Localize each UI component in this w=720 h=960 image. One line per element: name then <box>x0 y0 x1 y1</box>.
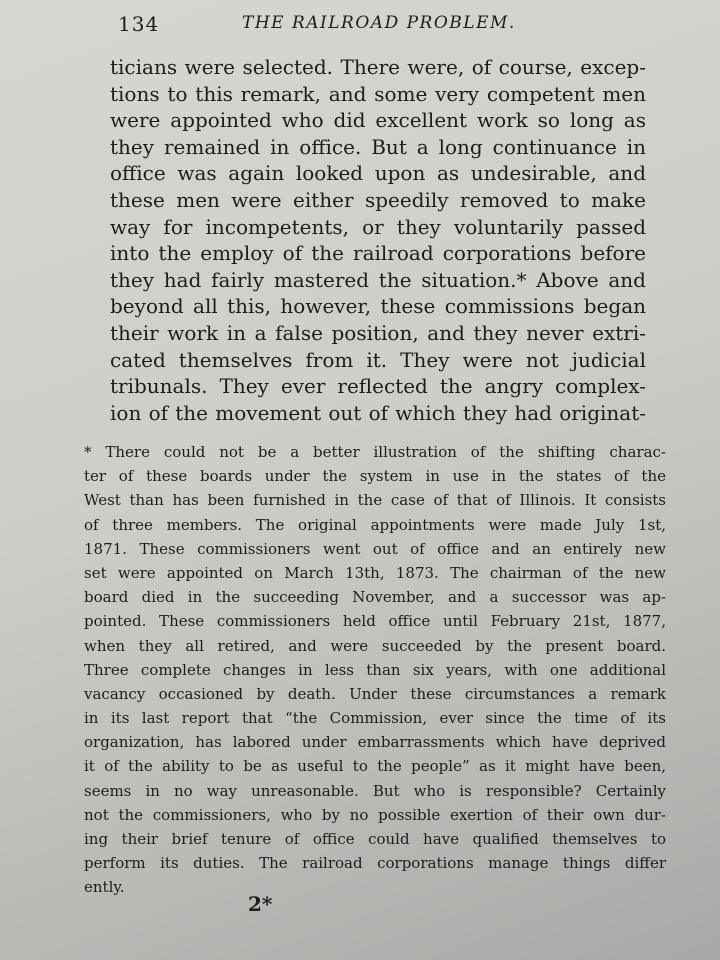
body-line: tions to this remark, and some very competent men <box>110 81 646 106</box>
footnote-line: ently. <box>84 878 125 897</box>
body-line: ticians were selected. There were, of course, excep- <box>110 55 646 79</box>
footnote-line: West than has been furnished in the case of that of Illinois. It consists <box>84 491 666 510</box>
body-text <box>110 54 646 426</box>
footnote-line: perform its duties. The railroad corporations manage things differ <box>84 854 666 873</box>
body-line: tribunals. They ever reflected the angry complex- <box>110 374 646 399</box>
body-line: these men were either speedily removed to make <box>110 187 646 212</box>
footnote-line: pointed. These commissioners held office until February 21st, 1877, <box>84 612 666 631</box>
signature-mark: 2* <box>248 892 273 916</box>
footnote-line: ter of these boards under the system in use in the states of the <box>84 467 666 486</box>
footnote-line: board died in the succeeding November, and a successor was ap- <box>84 588 666 607</box>
footnote-line: ing their brief tenure of office could have qualified themselves to <box>84 830 666 848</box>
footnote-line: when they all retired, and were succeeded by the present board. <box>84 636 666 655</box>
body-line: cated themselves from it. They were not judicial <box>110 347 646 372</box>
body-line: their work in a false position, and they never extri- <box>110 320 646 345</box>
body-line: beyond all this, however, these commissions began <box>110 294 646 319</box>
footnote-line: * There could not be a better illustration of the shifting charac- <box>84 443 666 461</box>
footnote-line: Three complete changes in less than six years, with one additional <box>84 660 666 679</box>
footnote-line: of three members. The original appointments were made July 1st, <box>84 515 666 534</box>
footnote-line: it of the ability to be as useful to the people” as it might have been, <box>84 757 666 776</box>
body-line: office was again looked upon as undesirable, and <box>110 161 646 186</box>
footnote-line: 1871. These commissioners went out of office and an entirely new <box>84 539 666 558</box>
body-line: ion of the movement out of which they had originat- <box>110 400 646 425</box>
footnote <box>84 440 666 900</box>
running-title: THE RAILROAD PROBLEM. <box>242 13 516 33</box>
page-header <box>118 12 678 38</box>
page-number: 134 <box>118 12 160 36</box>
body-line: they remained in office. But a long continuance in <box>110 134 646 159</box>
footnote-line: set were appointed on March 13th, 1873. The chairman of the new <box>84 563 666 582</box>
body-line: were appointed who did excellent work so long as <box>110 108 646 133</box>
footnote-line: vacancy occasioned by death. Under these circumstances a remark <box>84 684 666 703</box>
footnote-line: in its last report that “the Commission, ever since the time of its <box>84 709 666 728</box>
footnote-line: not the commissioners, who by no possible exertion of their own dur- <box>84 805 666 824</box>
footnote-line: seems in no way unreasonable. But who is responsible? Certainly <box>84 781 666 800</box>
footnote-line: organization, has labored under embarrassments which have deprived <box>84 733 666 752</box>
body-line: into the employ of the railroad corporations before <box>110 241 646 266</box>
body-line: way for incompetents, or they voluntarily passed <box>110 214 646 239</box>
body-line: they had fairly mastered the situation.* Above and <box>110 267 646 292</box>
